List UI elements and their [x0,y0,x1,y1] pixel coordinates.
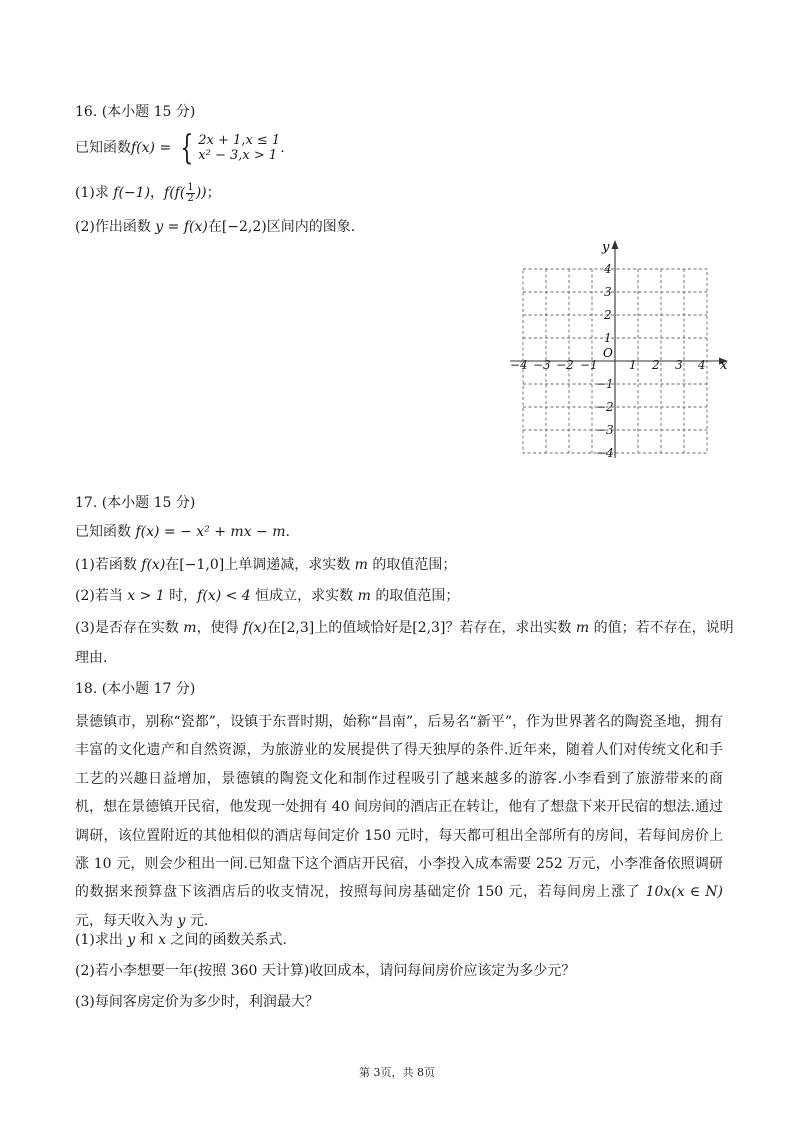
q16-part2-func: y = f(x) [155,219,208,235]
q16-part1-end: ； [206,185,221,201]
q16-part1-mid: ， [150,185,165,201]
y-axis-label: y [602,240,610,255]
q17-part1-var: m [354,557,368,573]
q16-part2-end: 区间内的图象. [266,219,356,235]
piecewise-case-1: 2x + 1,x ≤ 1 [198,133,281,148]
q18-paragraph [75,708,723,935]
q18-paragraph-text: 景德镇市，别称“瓷都”，设镇于东晋时期，始称“昌南”，后易名“新平”，作为世界著名的陶瓷圣地，拥有丰富的文化遗产和自然资源，为旅游业的发展提供了得天独厚的条件.近年来，随着人们对传统文化和手工艺的兴趣日益增加，景德镇的陶瓷文化和制作过程吸引了越来越多的游客.小李看到了旅游带来的商机，想在景德镇开民宿，他发现一处拥有 40 间房间的酒店正在转让，他有了想盘下来开民宿的想法.通过调研，该位置附近的其他相似的酒店每间定价 150 元时，每天都可租出全部所有的房间，若每间房价上涨 10 元，则会少租出一间.已知盘下这个酒店开民宿，小李投入成本需要 252 万元，小李准备依照调研的数据来预算盘下该酒店后的收支情况，按照每间房基础定价 150 元，若每间房上涨了 [75,714,723,901]
q17-part2 [75,586,459,606]
q17-part2-text: 的取值范围； [370,588,460,604]
q17-part3-line2: 理由. [75,650,108,666]
q18-part1 [75,930,287,950]
q18-header: 18. (本小题 17 分) [75,681,196,697]
x-axis-label: x [720,358,728,373]
origin-label: O [603,346,613,360]
q16-stem-suffix: . [280,140,285,156]
x-tick-label: −3 [533,358,551,372]
q17-part2-text: 恒成立，求实数 [250,588,358,604]
q17-stem-expr: f(x) = − x² + mx − m [135,524,286,540]
q17-part3-text: ，使得 [196,620,244,636]
q18-paragraph-var: y [177,912,186,929]
q17-part2-var: m [357,588,371,604]
x-tick-label: 4 [698,358,706,372]
y-axis-arrow-icon [612,240,619,249]
y-tick-label: 1 [604,331,612,345]
x-tick-label: −4 [510,358,528,372]
q16-part1-prefix: (1)求 [75,185,114,201]
q17-part3-text: (3)是否存在实数 [75,620,184,636]
q16-part2 [75,217,355,237]
y-tick-label: 3 [604,285,612,299]
q18-part2: (2)若小李想要一年(按照 360 天计算)收回成本，请问每间房价应该定为多少元？ [75,963,576,979]
q17-stem-prefix: 已知函数 [75,524,136,540]
piecewise-cases [198,133,280,163]
y-tick-label: −3 [596,423,614,437]
q18-part3: (3)每间客房定价为多少时，利润最大？ [75,994,319,1010]
q18-paragraph-text: 元. [185,912,209,929]
q18-part1-var: x [158,932,167,948]
q17-header: 17. (本小题 15 分) [75,495,196,511]
q18-part1-var: y [127,932,136,948]
q17-part3-text: ？若存在，求出实数 [445,620,576,636]
y-tick-label: 4 [604,262,612,276]
q17-part1-interval: [−1,0] [179,557,225,573]
fraction-denominator: 2 [187,192,194,204]
q17-stem [75,522,290,542]
x-tick-label: −2 [556,358,574,372]
q17-part1-text: (1)若函数 [75,557,142,573]
q16-stem-prefix: 已知函数 [75,140,131,156]
q18-part1-text: 之间的函数关系式. [166,932,287,948]
q17-part3-var: m [575,620,590,636]
q17-part3-text: 在 [267,620,282,636]
q17-part1-func: f(x) [141,557,166,573]
x-tick-label: 3 [675,358,683,372]
q17-part2-text: (2)若当 [75,588,128,604]
q16-part1-b-pre: f(f( [164,185,186,201]
q17-part3-text: 上的值域恰好是 [314,620,413,636]
axes [510,246,722,458]
q18-paragraph-text: 元，每天收入为 [75,912,178,929]
q18-part1-text: (1)求出 [75,932,128,948]
fraction-one-half [186,183,194,204]
q17-stem-end: . [285,524,290,540]
q17-part3 [75,618,734,638]
piecewise-function [176,128,281,168]
q16-part2-interval: [−2,2) [221,219,267,235]
q17-part3-var: m [183,620,197,636]
x-tick-label: 1 [629,358,637,372]
q17-part1-text: 的取值范围； [367,557,457,573]
q16-part1-a: f(−1) [113,185,151,201]
q16-part2-mid: 在 [207,219,222,235]
piecewise-case-2: x² − 3,x > 1 [198,148,278,163]
q17-part3-range: [2,3] [412,620,446,636]
q16-part1-b-post: )) [195,185,207,201]
q16-fx: f(x) = [131,140,176,156]
q16-part2-prefix: (2)作出函数 [75,219,156,235]
q17-part1 [75,555,456,575]
y-tick-label: −1 [596,377,614,391]
q17-part2-cond: x > 1 [127,588,165,604]
q16-part1 [75,180,221,206]
q16-header: 16. (本小题 15 分) [75,104,196,120]
coordinate-grid [500,238,740,463]
q17-part3-func: f(x) [243,620,268,636]
brace-icon: { [179,128,193,168]
q17-part2-ineq: f(x) < 4 [197,588,251,604]
q17-part2-text: 时， [164,588,198,604]
q17-part3-interval: [2,3] [281,620,315,636]
q18-paragraph-expr: 10x(x ∈ N) [645,884,723,901]
q17-part1-text: 上单调递减，求实数 [224,557,355,573]
x-tick-label: −1 [580,358,598,372]
q17-part1-text: 在 [165,557,180,573]
q17-part3-text: 的值；若不存在，说明 [589,620,734,636]
fraction-numerator: 1 [187,181,194,193]
x-tick-label: 2 [652,358,660,372]
y-tick-label: −4 [596,446,614,460]
q18-part1-text: 和 [135,932,159,948]
page-footer: 第 3页，共 8页 [359,1066,435,1079]
y-tick-label: −2 [596,400,614,414]
q16-stem [75,128,285,168]
y-tick-label: 2 [604,308,612,322]
